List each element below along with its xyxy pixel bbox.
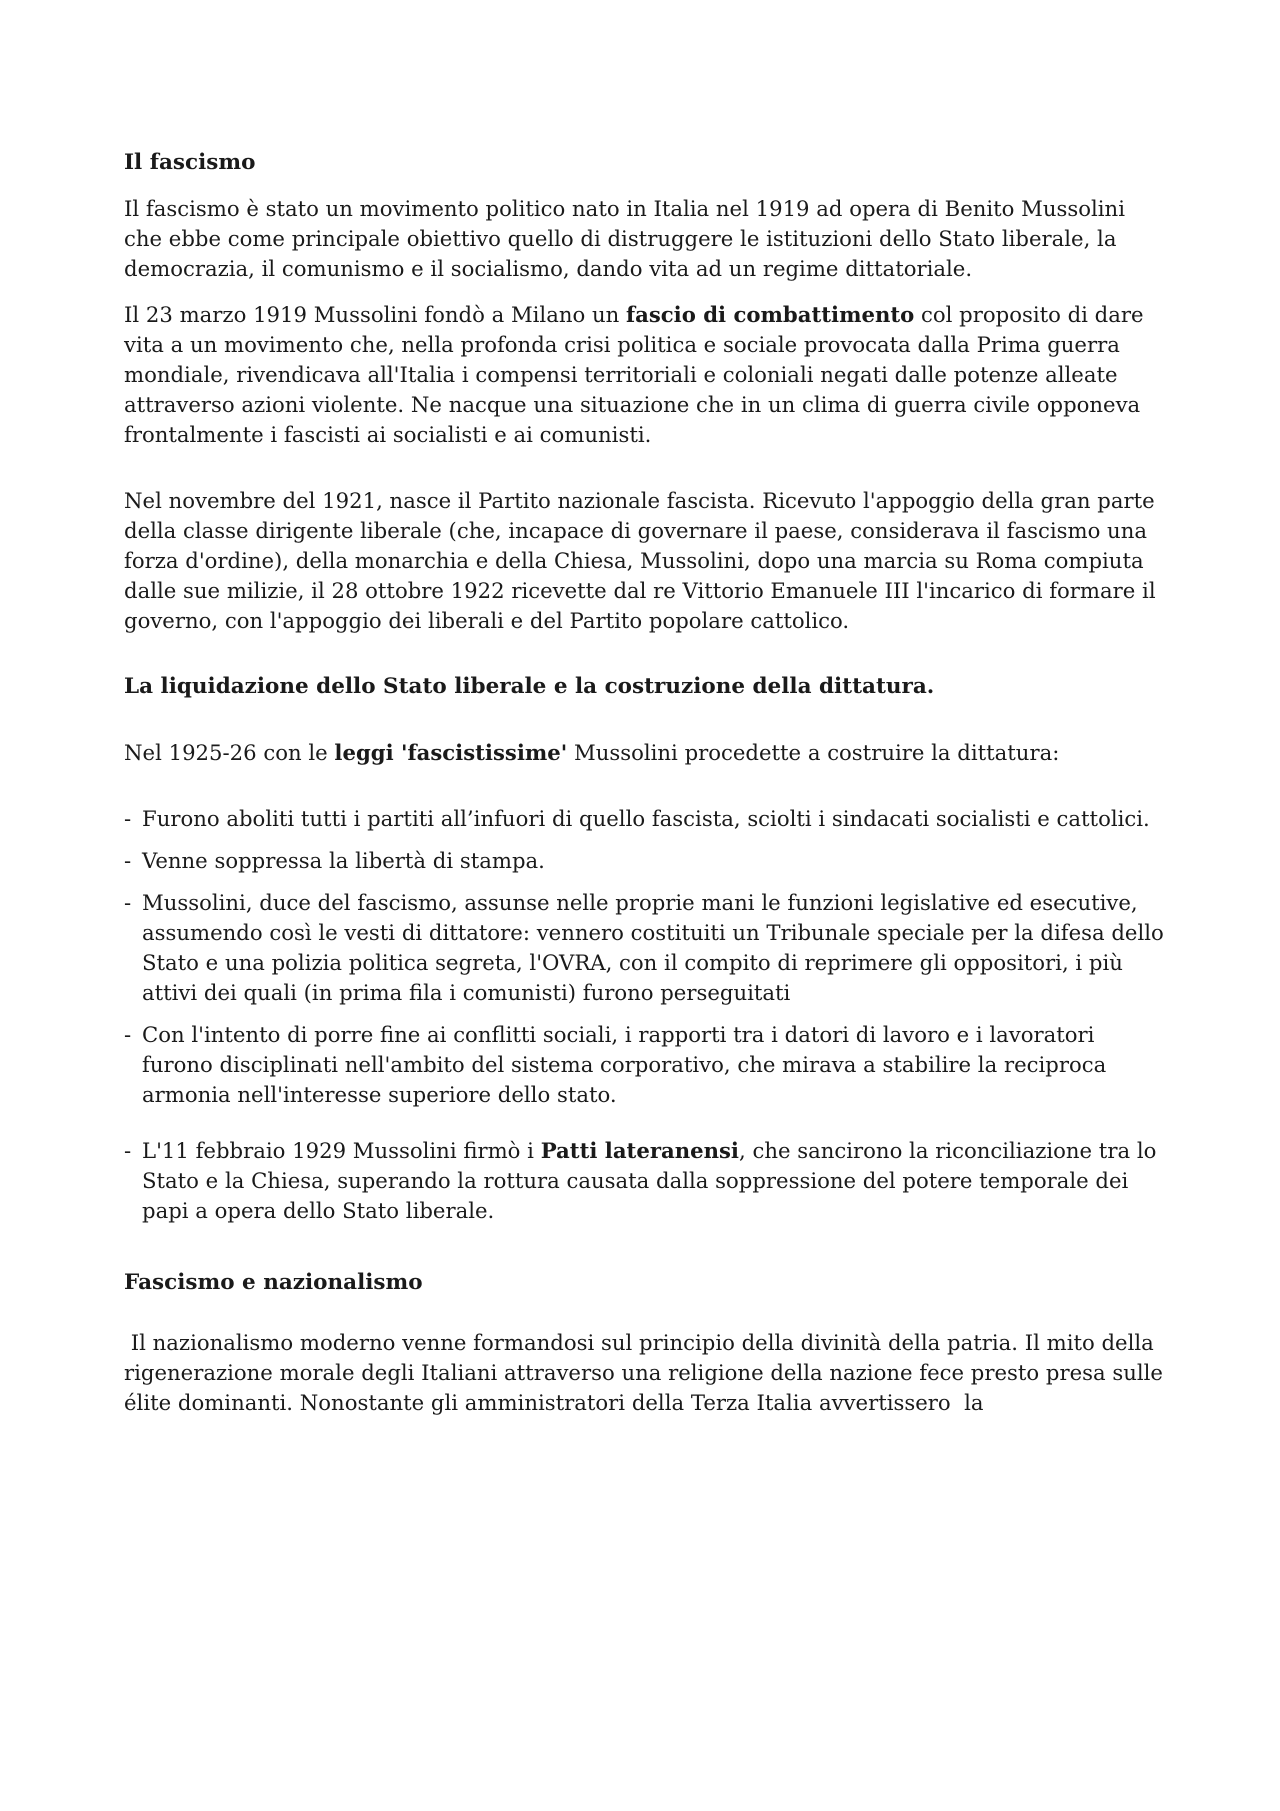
paragraph-fascio (124, 300, 1164, 450)
section-title-liquidazione: La liquidazione dello Stato liberale e la costruzione della dittatura. (124, 674, 935, 699)
text-run: col proposito di dare vita a un movimento che, nella profonda crisi politica e sociale provocata dalla Prima guerra mondiale, rivendicava all'Italia i compensi territoriali e coloniali negati dalle potenze alleate attraverso azioni violente. Ne nacque una situazione che in un clima di guerra civile opponeva frontalmente i fascisti ai socialisti e ai comunisti. (124, 302, 1144, 447)
list-item: - Mussolini, duce del fascismo, assunse nelle proprie mani le funzioni legislative ed esecutive, assumendo così le vesti di dittatore: vennero costituiti un Tribunale speciale per la difesa dello Stato e una polizia politica segreta, l'OVRA, con il compito di reprimere gli oppositori, i più attivi dei quali (in prima fila i comunisti) furono perseguitati (124, 888, 1164, 1008)
list-item: - Furono aboliti tutti i partiti all’infuori di quello fascista, sciolti i sindacati socialisti e cattolici. (124, 804, 1164, 834)
list-item: - Venne soppressa la libertà di stampa. (124, 846, 1164, 876)
bold-term-fascio: fascio di combattimento (626, 302, 915, 327)
paragraph-pnf: Nel novembre del 1921, nasce il Partito nazionale fascista. Ricevuto l'appoggio della gran parte della classe dirigente liberale (che, incapace di governare il paese, considerava il fascismo una forza d'ordine), della monarchia e della Chiesa, Mussolini, dopo una marcia su Roma compiuta dalle sue milizie, il 28 ottobre 1922 ricevette dal re Vittorio Emanuele III l'incarico di formare il governo, con l'appoggio dei liberali e del Partito popolare cattolico. (124, 488, 1156, 633)
text-run: Mussolini procedette a costruire la dittatura: (567, 740, 1060, 765)
text-run: L'11 febbraio 1929 Mussolini firmò i (142, 1138, 541, 1163)
bold-term-leggi: leggi 'fascistissime' (334, 740, 568, 765)
paragraph-leggi (124, 738, 1164, 768)
document-page (124, 148, 1170, 1418)
list-item: - Con l'intento di porre fine ai conflitti sociali, i rapporti tra i datori di lavoro e i lavoratori furono disciplinati nell'ambito del sistema corporativo, che mirava a stabilire la reciproca armonia nell'interesse superiore dello stato. (124, 1020, 1164, 1110)
paragraph-nazionalismo: Il nazionalismo moderno venne formandosi sul principio della divinità della patria. Il mito della rigenerazione morale degli Italiani attraverso una religione della nazione fece presto presa sulle élite dominanti. Nonostante gli amministratori della Terza Italia avvertissero la (124, 1330, 1170, 1415)
list-item (124, 1136, 1164, 1226)
bold-term-patti: Patti lateranensi (540, 1138, 739, 1163)
text-run: Il 23 marzo 1919 Mussolini fondò a Milano un (124, 302, 626, 327)
text-run: , che sancirono la riconciliazione tra lo Stato e la Chiesa, superando la rottura causata dalla soppressione del potere temporale dei papi a opera dello Stato liberale. (142, 1138, 1157, 1223)
text-run: Nel 1925-26 con le (124, 740, 335, 765)
dash-list (124, 804, 1164, 1226)
section-title-nazionalismo: Fascismo e nazionalismo (124, 1270, 423, 1295)
paragraph-intro: Il fascismo è stato un movimento politico nato in Italia nel 1919 ad opera di Benito Mussolini che ebbe come principale obiettivo quello di distruggere le istituzioni dello Stato liberale, la democrazia, il comunismo e il socialismo, dando vita ad un regime dittatoriale. (124, 196, 1125, 281)
section-title-fascismo: Il fascismo (124, 150, 256, 175)
